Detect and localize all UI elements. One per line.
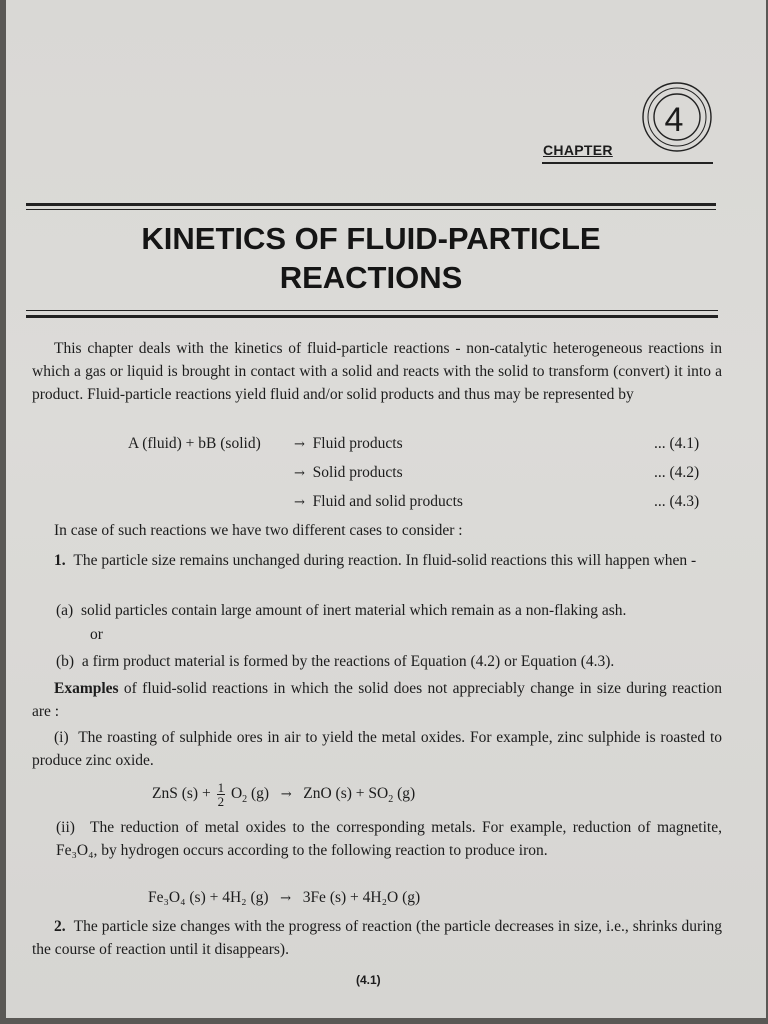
example-1-text: The roasting of sulphide ores in air to yield the metal oxides. For example, zinc sulphide is roasted to produce zinc oxide. (32, 729, 723, 769)
arrow-icon: → (294, 466, 305, 481)
case-1-text: The particle size remains unchanged during reaction. In fluid-solid reactions this will happen when - (73, 552, 697, 569)
examples-text: of fluid-solid reactions in which the solid does not appreciably change in size during reaction are : (32, 680, 722, 720)
title-bottom-rule-thin (26, 310, 718, 311)
arrow-icon: → (280, 787, 292, 803)
title-bottom-rule (26, 315, 718, 318)
zns-left: ZnS (s) + (152, 785, 211, 803)
page-title-line1: KINETICS OF FLUID-PARTICLE (141, 221, 601, 256)
case-2 (32, 915, 722, 961)
case-2-number: 2. (54, 918, 66, 935)
example-1 (32, 726, 722, 772)
fe3o4-left: Fe₃O₄ (s) + 4H₂ (g) (148, 889, 269, 906)
fraction-denominator: 2 (217, 794, 225, 809)
case-1-a-text: solid particles contain large amount of inert material which remain as a non-flaking ash. (80, 602, 627, 619)
equation-4-2 (294, 462, 403, 485)
reactants-text: A (fluid) + bB (solid) (128, 435, 261, 452)
equation-zns (152, 781, 415, 811)
chapter-underline (542, 162, 713, 164)
equation-fe3o4 (148, 887, 420, 910)
equation-number-4-1: ... (4.1) (654, 435, 700, 452)
examples-bold: Examples (54, 680, 119, 697)
so2-state: (g) (393, 785, 416, 803)
so2-subscript: 2 (388, 794, 394, 806)
equation-number-4-3: ... (4.3) (654, 493, 700, 510)
zno-right: ZnO (s) + SO (303, 785, 389, 803)
case-1-or: or (90, 626, 103, 643)
title-top-rule (26, 203, 716, 206)
case-1-b-text: a firm product material is formed by the reactions of Equation (4.2) or Equation (4.3). (81, 653, 615, 670)
o2-text: O (230, 785, 243, 803)
chapter-number: 4 (664, 101, 684, 139)
page-title-line2: REACTIONS (279, 260, 463, 295)
case-2-text: The particle size changes with the progress of reaction (the particle decreases in size, i.e., shrinks during the course of reaction until it disappears). (32, 918, 723, 958)
cases-intro: In case of such reactions we have two different cases to consider : (54, 522, 463, 539)
equation-4-3 (294, 491, 463, 514)
example-1-label: (i) (54, 729, 69, 746)
fraction-one-half (217, 781, 226, 808)
product-2: Solid products (312, 464, 403, 481)
equation-4-1 (294, 433, 403, 456)
o2-state: (g) (247, 785, 270, 803)
case-1-a-label: (a) (56, 602, 74, 619)
chapter-label: CHAPTER (543, 142, 613, 158)
example-2-text: The reduction of metal oxides to the corresponding metals. For example, reduction of magnetite, Fe₃O₄, by hydrogen occurs according to the following reaction to produce iron. (56, 819, 722, 859)
equation-number-4-2: ... (4.2) (654, 464, 700, 481)
arrow-icon: → (294, 495, 305, 510)
product-1: Fluid products (312, 435, 403, 452)
title-top-rule-thin (26, 209, 716, 210)
product-3: Fluid and solid products (312, 493, 463, 510)
fraction-numerator: 1 (217, 780, 225, 795)
page (6, 0, 766, 1018)
o2-subscript: 2 (242, 794, 248, 806)
case-1-b (56, 650, 722, 673)
example-2 (56, 816, 722, 862)
arrow-icon: → (294, 437, 305, 452)
equation-reactants (128, 433, 261, 455)
case-1-b-label: (b) (56, 653, 75, 670)
arrow-icon: → (280, 891, 292, 906)
case-1-a (56, 599, 722, 622)
fe3o4-right: 3Fe (s) + 4H₂O (g) (302, 889, 421, 906)
case-1 (32, 549, 722, 572)
case-1-number: 1. (54, 552, 66, 569)
example-2-label: (ii) (56, 819, 75, 836)
page-number: (4.1) (356, 973, 381, 987)
intro-paragraph: This chapter deals with the kinetics of fluid-particle reactions - non-catalytic heterogeneous reactions in which a gas or liquid is brought in contact with a solid and reacts with the solid to transform (convert) it into a product. Fluid-particle reactions yield fluid and/or solid products and thus may be represented by (32, 340, 722, 403)
examples-paragraph (32, 677, 722, 723)
